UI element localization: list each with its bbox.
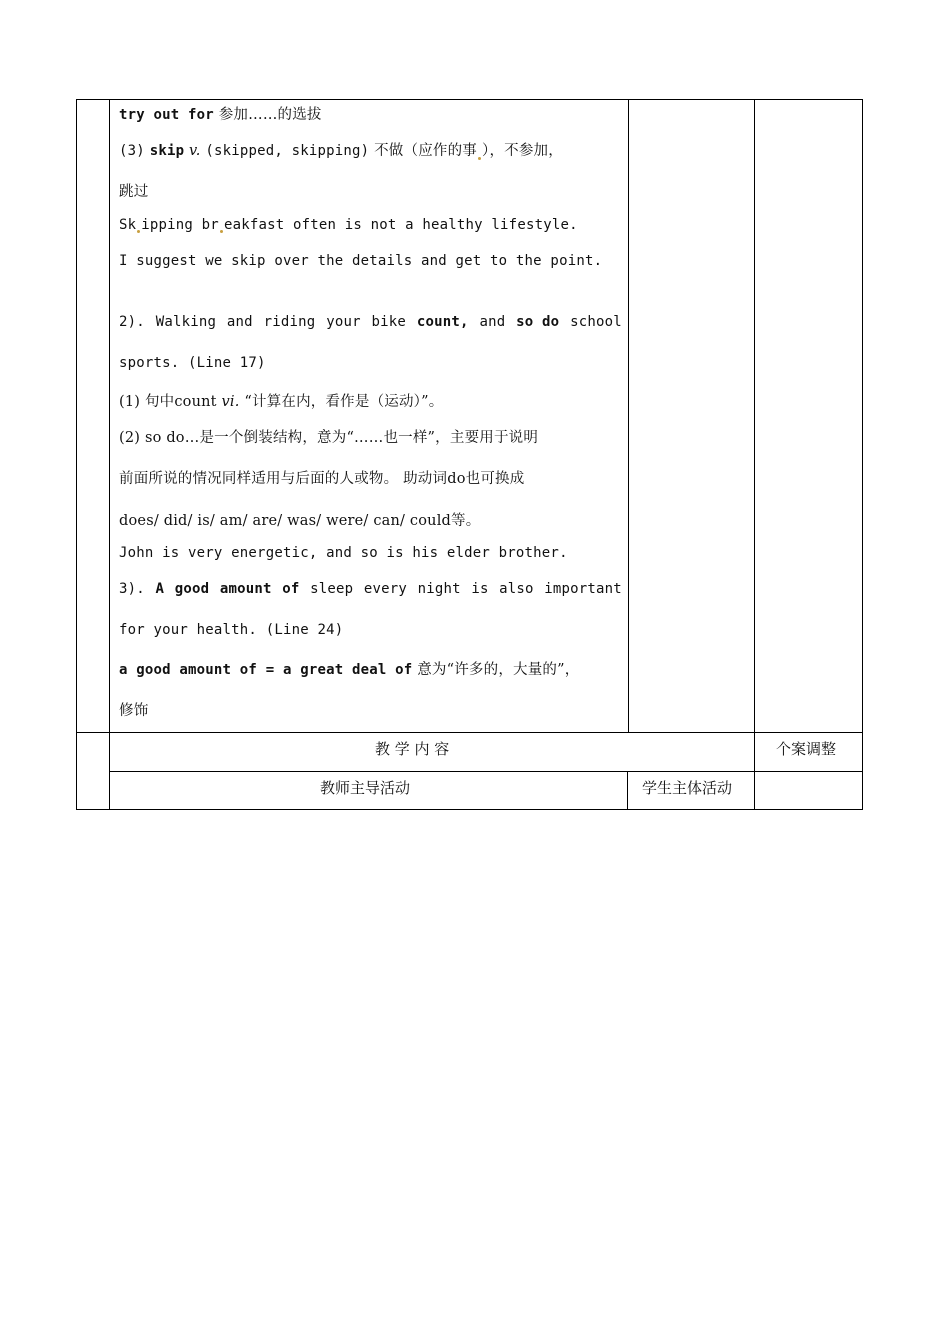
word: A <box>155 581 165 597</box>
word: school <box>570 314 622 330</box>
line-sentence-2 <box>119 314 622 330</box>
word: 2). <box>119 314 145 330</box>
word: amount <box>219 581 272 597</box>
meaning: 意为“许多的，大量的”， <box>417 662 580 678</box>
word: and <box>226 314 253 330</box>
word: Walking <box>155 314 217 330</box>
line-amount-note-2: 修饰 <box>119 703 149 719</box>
line-skip-meaning: 跳过 <box>119 184 149 200</box>
phrase-try-out-for: try out for <box>119 107 214 123</box>
text-part: “计算在内，看作是（运动）”。 <box>244 394 444 410</box>
mark-dot <box>137 230 140 233</box>
line-amount-note <box>119 658 579 679</box>
col-divider-3 <box>627 771 628 810</box>
word: of <box>282 581 300 597</box>
line-skip <box>119 139 563 160</box>
header-case-adjust: 个案调整 <box>776 740 837 758</box>
verb-forms: (skipped, skipping) <box>205 143 370 159</box>
line-so-do-note: (2) so do…是一个倒装结构，意为“……也一样”，主要用于说明 <box>119 430 539 446</box>
mark-dot <box>478 157 481 160</box>
row-divider-1 <box>76 732 863 733</box>
col-divider-1 <box>109 99 110 810</box>
word: good <box>174 581 210 597</box>
line-sentence-3-end: for your health. (Line 24) <box>119 622 344 638</box>
line-sentence-3 <box>119 581 622 597</box>
line-try-out-for <box>119 103 322 124</box>
word: also <box>499 581 534 597</box>
meaning-end: ），不参加， <box>482 143 563 159</box>
item-number: 3). <box>119 581 145 597</box>
meaning: 参加……的选拔 <box>218 107 322 123</box>
text-part: ipping br <box>141 217 219 233</box>
word: sleep <box>310 581 354 597</box>
word: your <box>326 314 361 330</box>
meaning: 不做（应作的事 <box>374 143 477 159</box>
word: is <box>471 581 489 597</box>
text-part: Sk <box>119 217 137 233</box>
line-example-2: I suggest we skip over the details and get to the point. <box>119 253 603 269</box>
line-example-1 <box>119 217 578 233</box>
word: bike <box>371 314 407 330</box>
line-sentence-2-end: sports. (Line 17) <box>119 355 266 371</box>
mark-dot <box>220 230 223 233</box>
line-so-do-note-3: does/ did/ is/ am/ are/ was/ were/ can/ could等。 <box>119 513 481 529</box>
word-skip: skip <box>149 143 185 159</box>
row-divider-2 <box>109 771 863 772</box>
word: important <box>544 581 622 597</box>
word: riding <box>263 314 316 330</box>
line-so-do-note-2: 前面所说的情况同样适用与后面的人或物。 助动词do也可换成 <box>119 471 525 487</box>
line-count-note <box>119 390 443 411</box>
header-student-activity: 学生主体活动 <box>642 779 733 797</box>
part-of-speech: vi. <box>221 394 240 410</box>
phrase-so-do: so do <box>516 314 560 330</box>
col-divider-2 <box>628 99 629 733</box>
word: and <box>479 314 506 330</box>
part-of-speech: v. <box>189 143 201 159</box>
header-teaching-content: 教 学 内 容 <box>375 740 450 758</box>
word: night <box>417 581 461 597</box>
word-count: count, <box>416 314 469 330</box>
text-part: (1) 句中count <box>119 394 217 410</box>
line-example-3: John is very energetic, and so is his elder brother. <box>119 545 568 561</box>
col-divider-4 <box>754 99 755 810</box>
text-part: eakfast often is not a healthy lifestyle. <box>223 217 578 233</box>
word: every <box>363 581 407 597</box>
item-number: (3) <box>119 143 145 159</box>
table-frame <box>76 99 863 810</box>
phrase-good-amount: a good amount of = a great deal of <box>119 662 413 678</box>
header-teacher-activity: 教师主导活动 <box>320 779 411 797</box>
